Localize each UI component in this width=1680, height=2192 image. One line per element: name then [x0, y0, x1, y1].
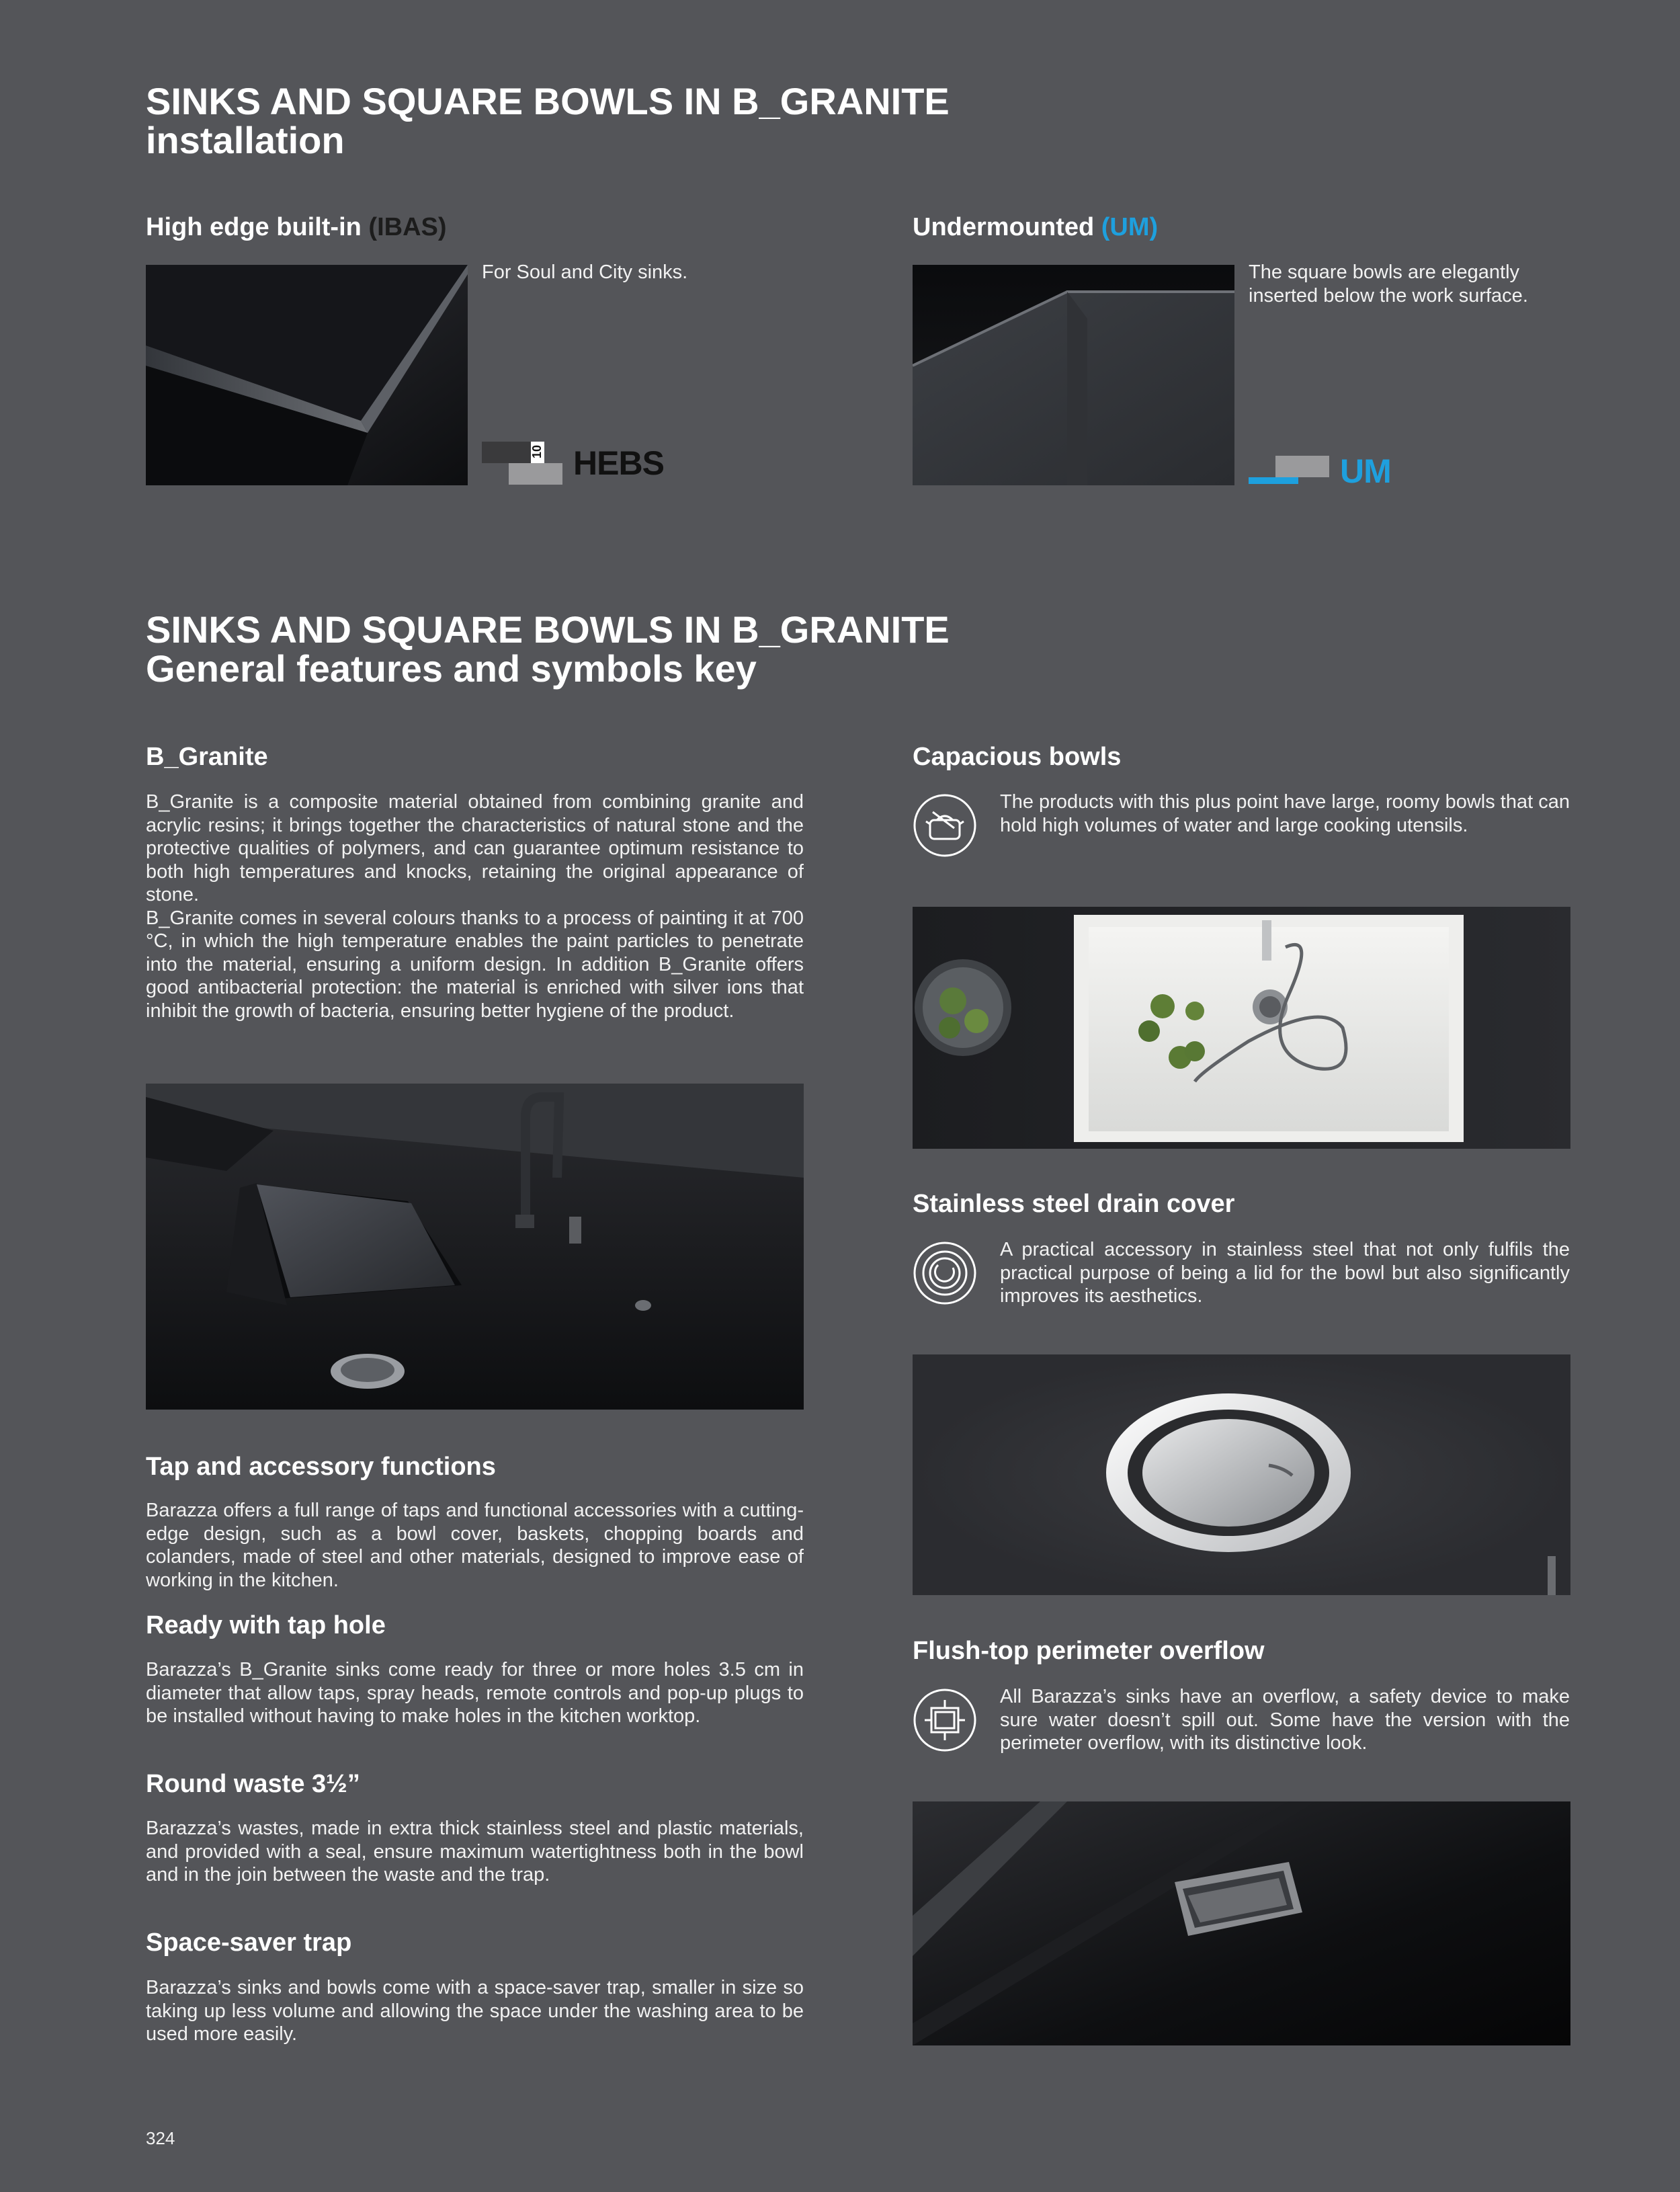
tap-text: Barazza offers a full range of taps and functional accessories with a cutting-edge design, such as a bowl cover, baskets, chopping boards and colanders, made of steel and other materials, designed to improve ease of working in the kitchen.: [146, 1500, 804, 1591]
page-number: 324: [146, 2128, 175, 2148]
hebs-badge-bar-light: [509, 463, 562, 485]
overflow-photo: [913, 1801, 1570, 2045]
capacious-heading: Capacious bowls: [913, 743, 1122, 771]
features-title: [146, 610, 1154, 688]
space-text: Barazza’s sinks and bowls come with a space-saver trap, smaller in size so taking up less volume and allowing the space under the washing area to be used more easily.: [146, 1977, 804, 2045]
features-title-line1: SINKS AND SQUARE BOWLS IN B_GRANITE: [146, 608, 950, 651]
space-heading: Space-saver trap: [146, 1929, 352, 1957]
drain-heading: Stainless steel drain cover: [913, 1190, 1235, 1218]
ibas-code: (IBAS): [368, 213, 447, 241]
bgranite-para1: B_Granite is a composite material obtained from combining granite and acrylic resins; it brings together the characteristics of natural stone and the protective qualities of polymers, and can guarantee optimum resistance to both high temperatures and knocks, retaining the original appearance of stone.: [146, 791, 804, 905]
ibas-photo: [146, 265, 468, 485]
installation-title-line1: SINKS AND SQUARE BOWLS IN B_GRANITE: [146, 80, 950, 122]
tap-heading: Tap and accessory functions: [146, 1453, 496, 1481]
sink-photo: [146, 1084, 804, 1410]
um-badge: [1249, 452, 1391, 490]
um-heading: [913, 212, 1158, 242]
capacious-text: The products with this plus point have large, roomy bowls that can hold high volumes of water and large cooking utensils.: [1000, 791, 1570, 836]
bgranite-heading: B_Granite: [146, 743, 268, 771]
installation-title-line2: installation: [146, 119, 345, 161]
hebs-badge-number: 10: [530, 444, 544, 459]
pot-icon: [913, 793, 977, 858]
um-photo: [913, 265, 1234, 485]
bgranite-text: [146, 790, 804, 1022]
overflow-icon: [913, 1688, 977, 1752]
um-heading-text: Undermounted: [913, 213, 1095, 241]
overflow-text: All Barazza’s sinks have an overflow, a safety device to make sure water doesn’t spill out. Some have the version with the perimeter overflow, with its distinctive look.: [1000, 1686, 1570, 1754]
capacious-photo: [913, 907, 1570, 1149]
round-heading: Round waste 3½”: [146, 1770, 360, 1798]
hebs-badge-bar-dark: [482, 442, 536, 463]
installation-title: [146, 82, 1087, 160]
ibas-description: For Soul and City sinks.: [482, 261, 688, 283]
um-description: The square bowls are elegantly inserted below the work surface.: [1249, 261, 1528, 307]
round-text: Barazza’s wastes, made in extra thick stainless steel and plastic materials, and provided with a seal, ensure maximum watertightness both in the bowl and in the join between the waste and the trap.: [146, 1818, 804, 1885]
drain-cover-icon: [913, 1241, 977, 1305]
um-code: (UM): [1101, 213, 1159, 241]
hebs-badge-label: HEBS: [573, 444, 664, 482]
ready-heading: Ready with tap hole: [146, 1611, 386, 1639]
drain-photo: [913, 1354, 1570, 1595]
um-badge-bar-grey: [1275, 456, 1329, 477]
ibas-heading-text: High edge built-in: [146, 213, 362, 241]
ibas-heading: [146, 212, 447, 242]
bgranite-para2: B_Granite comes in several colours thanks to a process of painting it at 700 °C, in which the high temperature enables the paint particles to penetrate into the material, ensuring a uniform design. In addition B_Granite offers good antibacterial protection: the material is enriched with silver ions that inhibit the growth of bacteria, ensuring better hygiene of the product.: [146, 907, 804, 1022]
hebs-badge: [482, 438, 664, 487]
features-title-line2: General features and symbols key: [146, 647, 757, 690]
um-badge-label: UM: [1340, 452, 1391, 490]
overflow-heading: Flush-top perimeter overflow: [913, 1637, 1265, 1665]
um-badge-bar-blue: [1249, 477, 1298, 484]
drain-text: A practical accessory in stainless steel that not only fulfils the practical purpose of being a lid for the bowl but also significantly improves its aesthetics.: [1000, 1239, 1570, 1307]
ready-text: Barazza’s B_Granite sinks come ready for three or more holes 3.5 cm in diameter that allow taps, spray heads, remote controls and pop-up plugs to be installed without having to make holes in the kitchen worktop.: [146, 1659, 804, 1727]
